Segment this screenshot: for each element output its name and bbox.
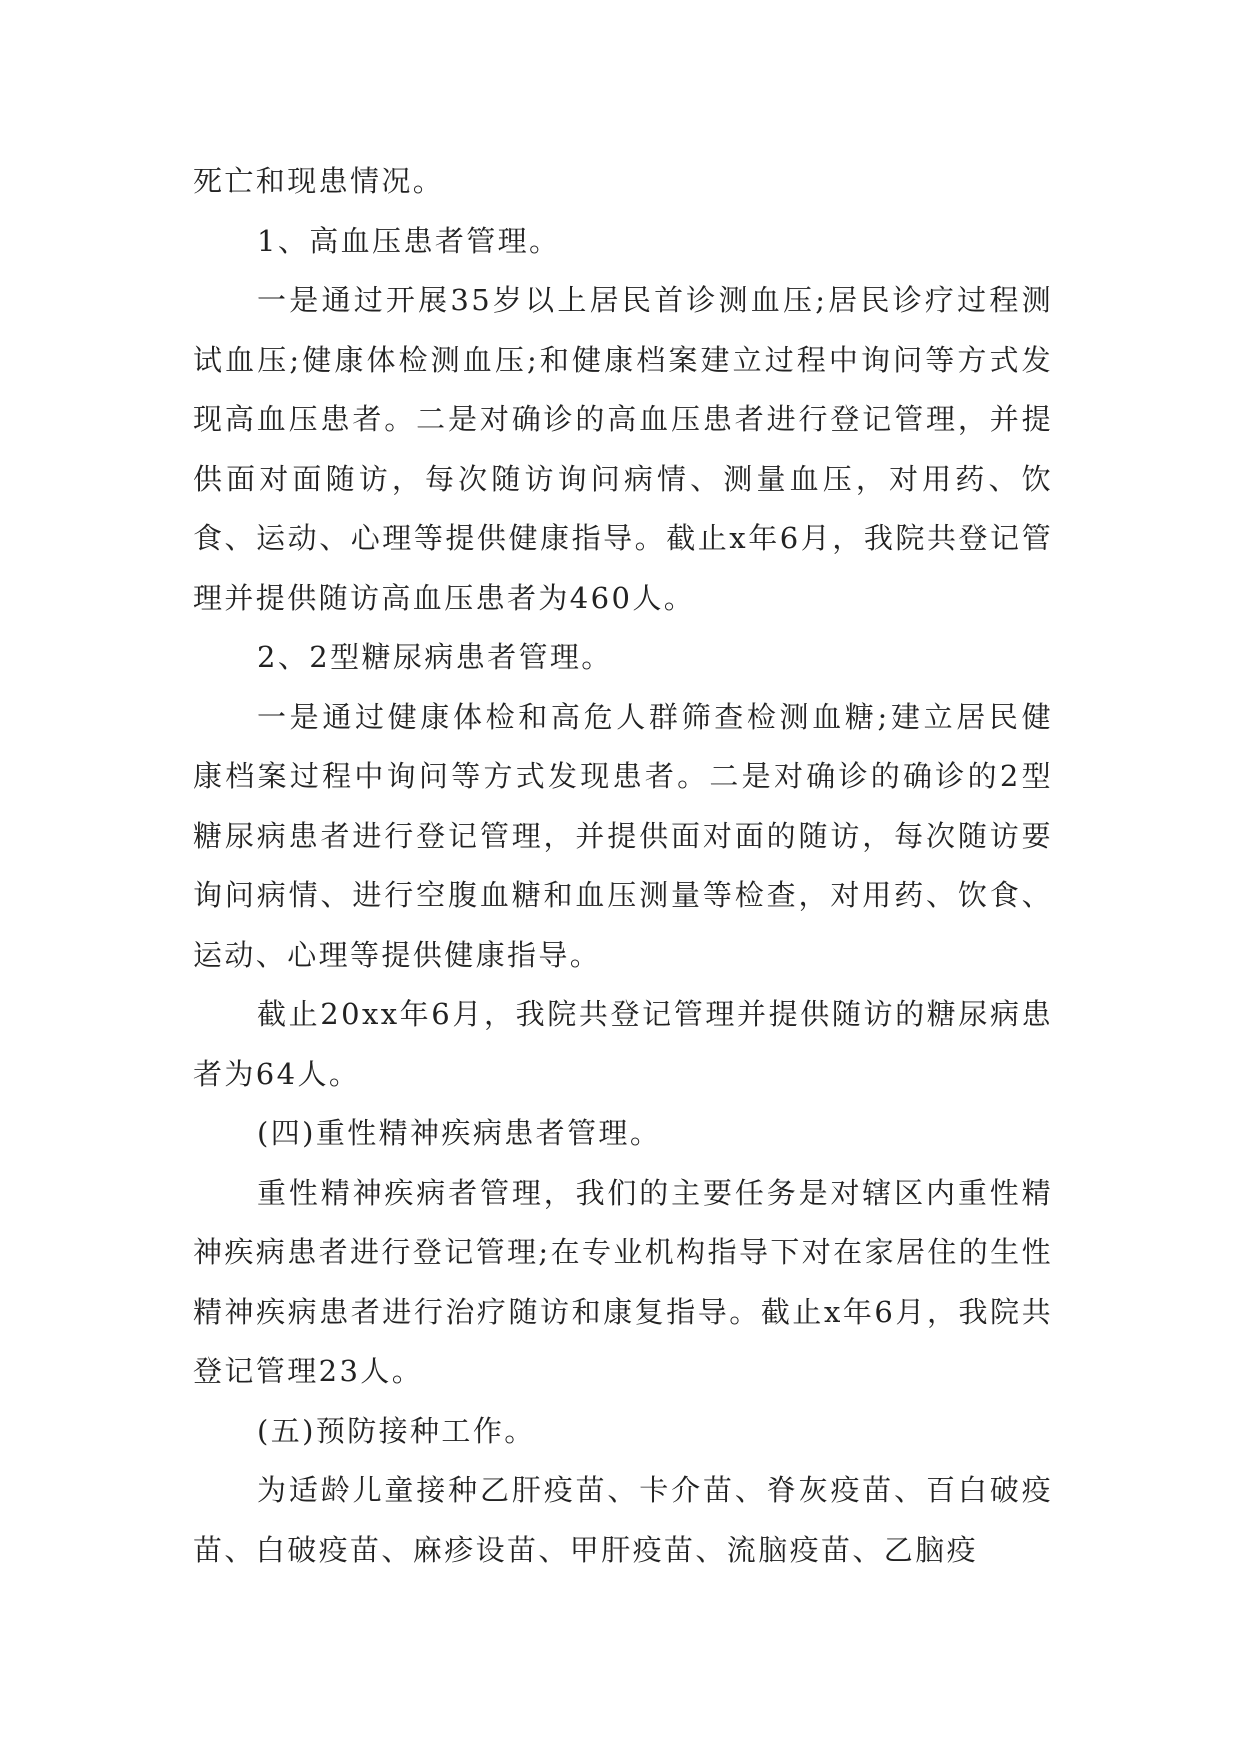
paragraph-diabetes: 一是通过健康体检和高危人群筛查检测血糖;建立居民健康档案过程中询问等方式发现患者。二是对确诊的确诊的2型糖尿病患者进行登记管理，并提供面对面的随访，每次随访要询问病情、进行空腹血糖和血压测量等检查，对用药、饮食、运动、心理等提供健康指导。 [193,699,1053,972]
paragraph-hypertension: 一是通过开展35岁以上居民首诊测血压;居民诊疗过程测试血压;健康体检测血压;和健康档案建立过程中询问等方式发现高血压患者。二是对确诊的高血压患者进行登记管理，并提供面对面随访，每次随访询问病情、测量血压，对用药、饮食、运动、心理等提供健康指导。截止x年6月，我院共登记管理并提供随访高血压患者为460人。 [193,283,1053,615]
paragraph-diabetes-count: 截止20xx年6月，我院共登记管理并提供随访的糖尿病患者为64人。 [193,997,1053,1091]
heading-hypertension: 1、高血压患者管理。 [257,223,561,258]
paragraph-1: 死亡和现患情况。 [193,164,445,198]
heading-vaccination: (五)预防接种工作。 [257,1413,536,1448]
heading-diabetes: 2、2型糖尿病患者管理。 [257,640,613,674]
paragraph-mental-illness: 重性精神疾病者管理，我们的主要任务是对辖区内重性精神疾病患者进行登记管理;在专业机构指导下对在家居住的生性精神疾病患者进行治疗随访和康复指导。截止x年6月，我院共登记管理23人。 [193,1175,1053,1388]
paragraph-vaccination: 为适龄儿童接种乙肝疫苗、卡介苗、脊灰疫苗、百白破疫苗、白破疫苗、麻疹设苗、甲肝疫苗、流脑疫苗、乙脑疫 [193,1473,1053,1567]
heading-mental-illness: (四)重性精神疾病患者管理。 [257,1116,662,1150]
document-page [193,152,1053,1580]
